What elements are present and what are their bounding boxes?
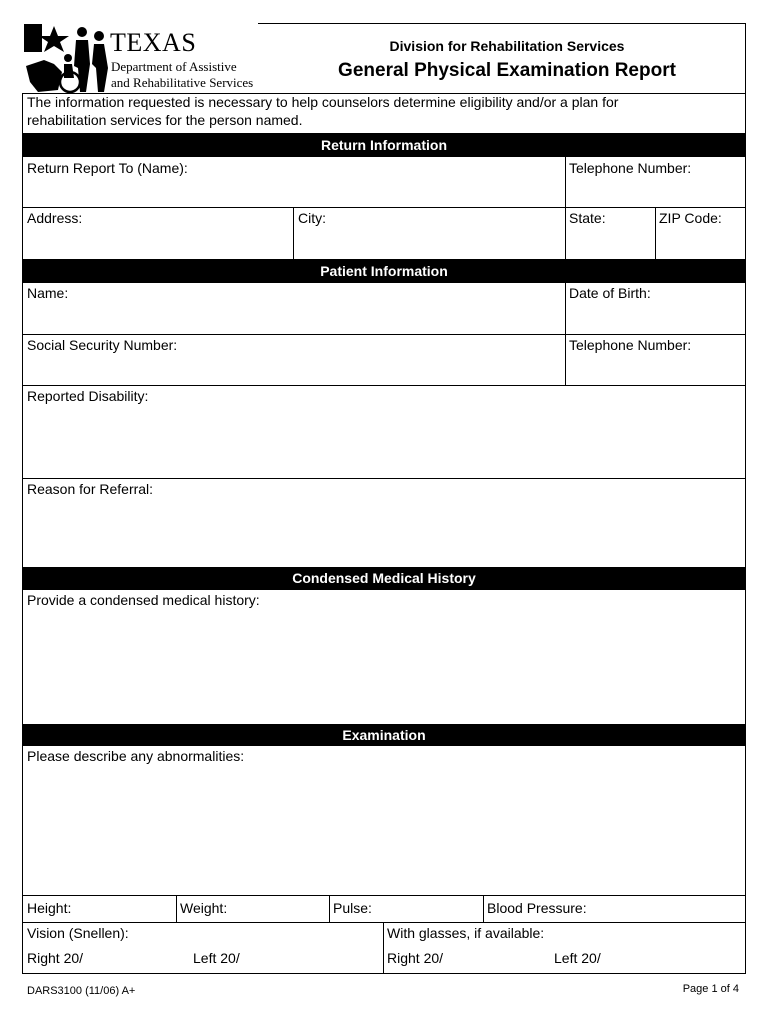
glasses-right-label: Right 20/ [387,950,444,966]
patient-ssn-label: Social Security Number: [27,337,178,353]
page-title: General Physical Examination Report [338,60,676,81]
divider [22,922,746,923]
height-label: Height: [27,900,72,916]
with-glasses-label: With glasses, if available: [387,925,545,941]
glasses-left-label: Left 20/ [554,950,601,966]
return-address-label: Address: [27,210,83,226]
patient-dob-label: Date of Birth: [569,285,651,301]
division-name: Division for Rehabilitation Services [389,38,625,54]
abnormalities-field[interactable] [23,746,745,895]
form-right-border [745,23,746,973]
section-examination: Examination [22,724,746,746]
intro-text-line1: The information requested is necessary to help counselors determine eligibility and/or a plan for [27,94,619,110]
medical-history-label: Provide a condensed medical history: [27,592,260,608]
reported-disability-label: Reported Disability: [27,388,149,404]
intro-text-line2: rehabilitation services for the person named. [27,112,303,128]
header-top-border [258,23,746,24]
section-return-information: Return Information [22,133,746,157]
form-bottom-border [22,973,746,974]
return-city-label: City: [298,210,326,226]
page-number: Page 1 of 4 [682,983,739,995]
medical-history-field[interactable] [23,590,745,724]
section-patient-information: Patient Information [22,259,746,283]
dars-logo [24,24,260,94]
section-condensed-medical-history: Condensed Medical History [22,567,746,590]
return-city-field[interactable] [294,208,565,259]
reason-for-referral-label: Reason for Referral: [27,481,154,497]
return-zip-label: ZIP Code: [659,210,722,226]
abnormalities-label: Please describe any abnormalities: [27,748,245,764]
return-telephone-label: Telephone Number: [569,160,692,176]
pulse-label: Pulse: [333,900,372,916]
patient-name-label: Name: [27,285,69,301]
texas-logo-icon [24,24,114,94]
logo-state-name: TEXAS [110,28,197,57]
logo-department-line1: Department of Assistive [111,59,237,74]
vision-right-label: Right 20/ [27,950,84,966]
return-report-to-label: Return Report To (Name): [27,160,188,176]
patient-name-field[interactable] [23,283,565,334]
vision-label: Vision (Snellen): [27,925,129,941]
weight-label: Weight: [180,900,228,916]
blood-pressure-label: Blood Pressure: [487,900,587,916]
logo-department-line2: and Rehabilitative Services [111,75,254,90]
patient-telephone-label: Telephone Number: [569,337,692,353]
vision-left-label: Left 20/ [193,950,240,966]
return-state-label: State: [569,210,606,226]
form-id: DARS3100 (11/06) A+ [27,985,136,997]
